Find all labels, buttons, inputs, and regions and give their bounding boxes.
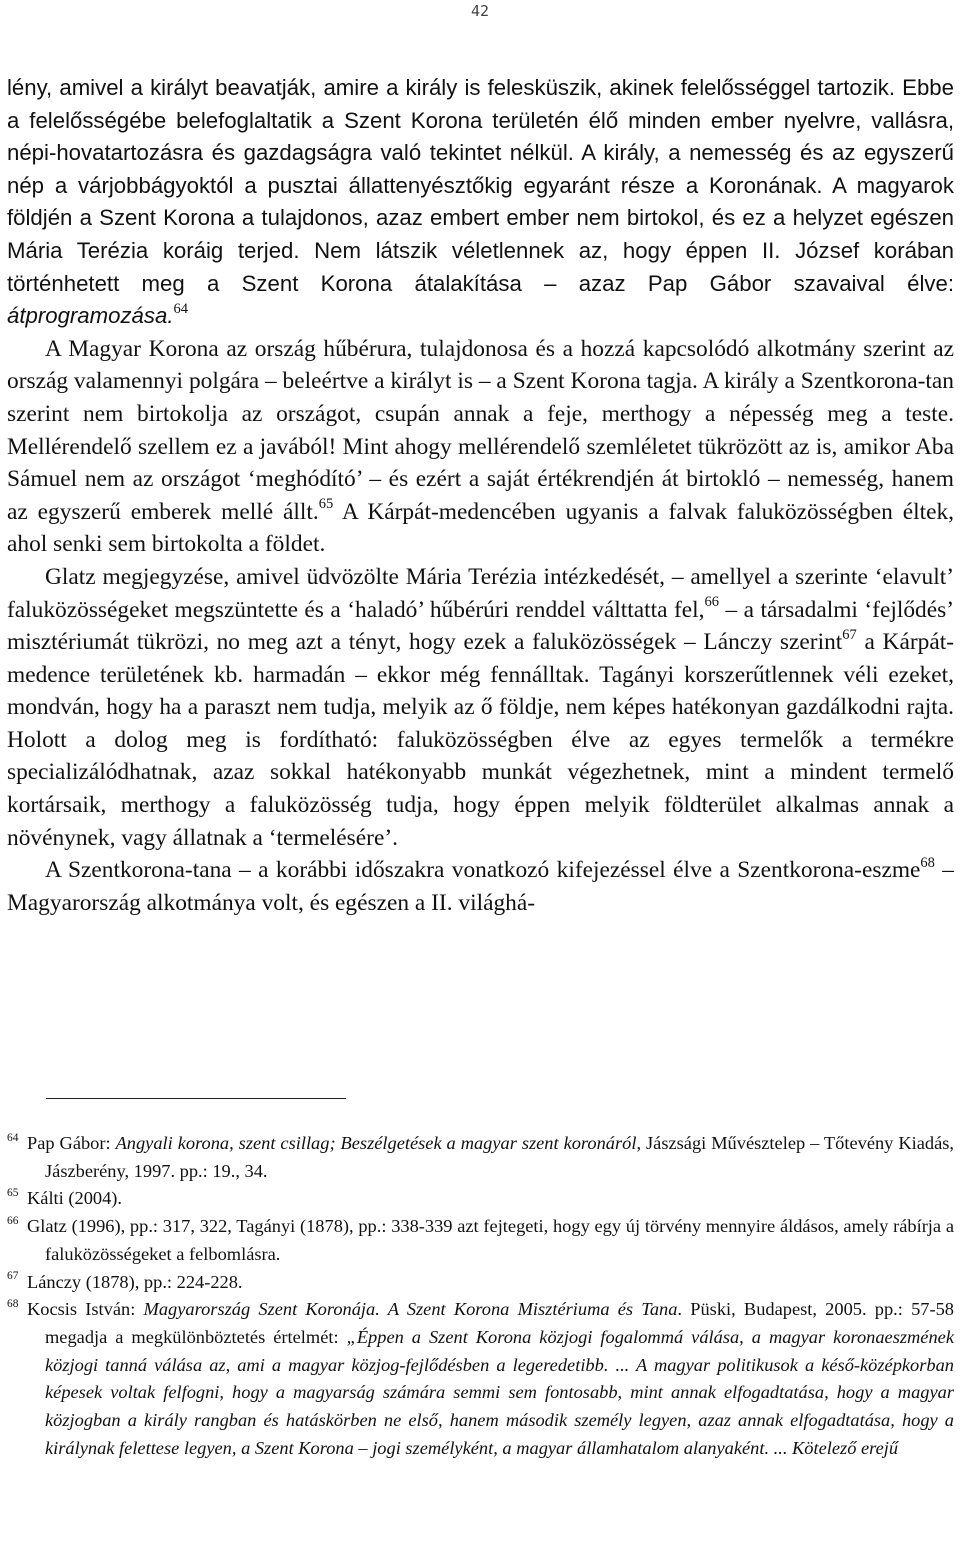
footnote-ref-67[interactable]: 67 (842, 626, 857, 643)
footnote-text: Pap Gábor: (27, 1133, 116, 1153)
footnote-text: Kálti (2004). (27, 1188, 122, 1209)
footnote-67: $^{67}$ Lánczy (1878), pp.: 224-228. (7, 1270, 243, 1292)
footnotes (7, 1130, 954, 1462)
paragraph-1 (7, 72, 954, 333)
footnote-ref-68[interactable]: 68 (920, 855, 935, 872)
footnote-text: Lánczy (1878), pp.: 224-228. (27, 1271, 243, 1292)
paragraph-3 (7, 561, 954, 854)
paragraph-3-text: Glatz megjegyzése, amivel üdvözölte Mária Terézia intézkedését, – amellyel a szerinte ‘elavult’ faluközösségeket megszüntette és a ‘haladó’ hűbérúri renddel válttatta fel, (7, 563, 954, 623)
footnote-text: Kocsis István: (27, 1299, 144, 1320)
footnote-64: $^{64}$ Pap Gábor: Angyali korona, szent csillag; Beszélgetések a magyar szent koronáról, Jászsági Művésztelep – Tőtevény Kiadás, Jászberény, 1997. pp.: 19., 34. (7, 1131, 954, 1181)
footnote-68: $^{68}$ Kocsis István: Magyarország Szent Koronája. A Szent Korona Misztériuma és Tana. Püski, Budapest, 2005. pp.: 57-58 megadja a megkülönböztetés értelmét: „Éppen a Szent Korona közjogi fogalommá válása, a magyar koronaeszmének közjogi tanná válása az, ami a magyar közjog-fejlődésben a legeredetibb. ... A magyar politikusok a késő-középkorban képesek voltak felfogni, hogy a magyarság számára semmi sem fontosabb, mint annak elfogadtatása, hogy a magyar közjogban a király rangban és hatáskörben ne első, hanem második személy legyen, azaz annak elfogadtatása, hogy a királynak felettese legyen, a Szent Korona – jogi személyként, a magyar államhatalom alanyaként. ... Kötelező erejű (7, 1297, 954, 1458)
footnote-ref-65[interactable]: 65 (318, 496, 334, 513)
paragraph-4-text: A Szentkorona-tana – a korábbi időszakra vonatkozó kifejezéssel élve a Szentkorona-eszme (45, 857, 921, 884)
footnote-ref-66[interactable]: 66 (704, 594, 719, 611)
footnote-66: $^{66}$ Glatz (1996), pp.: 317, 322, Tagányi (1878), pp.: 338-339 azt fejtegeti, hogy egy új törvény mennyire áldásos, amely rábírja a faluközösségeket a felbomlásra. (7, 1214, 954, 1264)
page-number: 42 (470, 2, 490, 20)
footnote-text: , Jászsági Művésztelep – Tőtevény Kiadás, Jászberény, 1997. pp.: 19., 34. (45, 1133, 954, 1181)
footnote-ref-64[interactable]: 64 (173, 300, 188, 317)
footnote-italic: Angyali korona, szent csillag; Beszélgetések a magyar szent koronáról (115, 1133, 637, 1153)
paragraph-1-sans-text-2: A király, a nemesség és az egyszerű nép a várjobbágyoktól a pusztai állattenyésztőkig egyaránt része a Koronának. A magyarok földjén a Szent Korona a tulajdonos, azaz embert ember nem birtokol, és ez a helyzet egészen Mária Terézia koráig terjed. Nem látszik véletlennek az, hogy éppen II. József korában történhetett meg a Szent Korona átalakítása – azaz Pap Gábor szavaival élve: (7, 140, 954, 296)
footnote-text: Glatz (1996), pp.: 317, 322, Tagányi (1878), pp.: 338-339 azt fejtegeti, hogy egy új törvény mennyire áldásos, amely rábírja a faluközösségeket a felbomlásra. (27, 1216, 954, 1264)
footnote-65: $^{65}$ Kálti (2004). (7, 1187, 122, 1209)
paragraph-2-text: A Magyar Korona az ország hűbérura, tulajdonosa és a hozzá kapcsolódó alkotmány szerint az ország valamennyi polgára – beleértve a királyt is – a Szent Korona tagja. A király a Szentkorona-tan szerint nem birtokolja az országot, csupán annak a feje, merthogy a népesség meg a teste. Mellérendelő szellem ez a javából! Mint ahogy mellérendelő szemléletet tükrözött az is, amikor Aba Sámuel nem az országot ‘meghódító’ – és ezért a saját értékrendjén át birtokló – nemesség, hanem az egyszerű emberek mellé állt. (7, 335, 954, 525)
paragraph-2-text-2: A Kárpát-medencében ugyanis a falvak faluközösségben éltek, ahol senki sem birtokolta a földet. (7, 498, 954, 558)
paragraph-4-text-2: – Magyarország alkotmánya volt, és egészen a II. világhá- (7, 857, 954, 916)
footnote-italic: Magyarország Szent Koronája. A Szent Korona Misztériuma és Tana (143, 1299, 678, 1320)
footnote-text: . Püski, Budapest, 2005. pp.: 57-58 megadja a megkülönböztetés értelmét: (45, 1299, 954, 1347)
paragraph-2 (7, 333, 954, 561)
footnote-italic-quote: „Éppen a Szent Korona közjogi fogalommá válása, a magyar koronaeszmének közjogi tanná válása az, ami a magyar közjog-fejlődésben a legeredetibb. ... A magyar politikusok a késő-középkorban képesek voltak felfogni, hogy a magyarság számára semmi sem fontosabb, mint annak elfogadtatása, hogy a magyar közjogban a király rangban és hatáskörben ne első, hanem második személy legyen, azaz annak elfogadtatása, hogy a királynak felettese legyen, a Szent Korona – jogi személyként, a magyar államhatalom alanyaként. ... Kötelező erejű (45, 1326, 954, 1458)
paragraph-1-italic: átprogramozása. (7, 303, 174, 329)
footnote-separator (46, 1098, 346, 1099)
paragraph-3-text-3: a Kárpát-medence területének kb. harmadán – ekkor még fennálltak. Tagányi korszerűtlennek véli ezeket, mondván, hogy ha a paraszt nem tudja, melyik az ő földje, nem képes hatékonyan gazdálkodni rajta. Holott a dolog meg is fordítható: faluközösségben élve az egyes termelők a termékre specializálódhatnak, azaz sokkal hatékonyabb munkát végezhetnek, mint a mindent termelő kortársaik, merthogy a faluközösség tudja, hogy éppen melyik földterület alkalmas annak a növénynek, vagy állatnak a ‘termelésére’. (7, 629, 954, 851)
paragraph-1-sans-text: lény, amivel a királyt beavatják, amire a király is felesküszik, akinek felelősséggel tartozik. Ebbe a felelősségébe belefoglaltatik a Szent Korona területén élő minden ember nyelvre, vallásra, népi-hovatartozásra és gazdagságra való tekintet nélkül. (7, 75, 954, 166)
paragraph-3-text-2: – a társadalmi ‘fejlődés’ misztériumát tükrözi, no meg azt a tényt, hogy ezek a faluközösségek – Lánczy szerint (7, 596, 954, 656)
body-text (7, 72, 954, 919)
paragraph-4 (7, 854, 954, 919)
